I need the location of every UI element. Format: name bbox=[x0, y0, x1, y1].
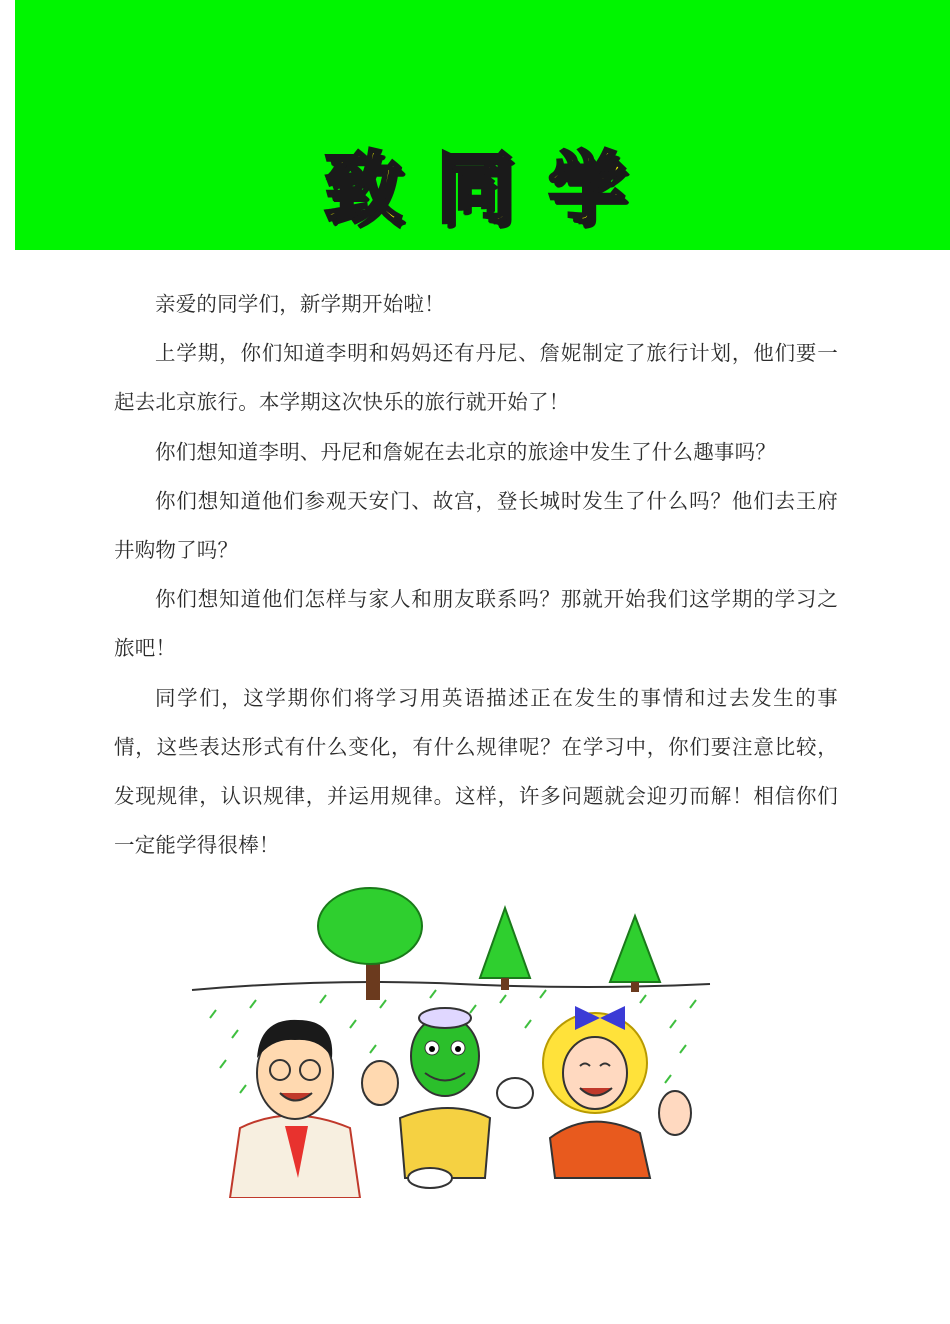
paragraph-4: 你们想知道他们怎样与家人和朋友联系吗？那就开始我们这学期的学习之旅吧！ bbox=[114, 587, 838, 661]
pine-tree-icon bbox=[480, 908, 660, 992]
paragraph-2: 你们想知道李明、丹尼和詹妮在去北京的旅途中发生了什么趣事吗？ bbox=[155, 439, 776, 464]
girl-character-icon bbox=[543, 1006, 691, 1178]
paragraph-1: 上学期，你们知道李明和妈妈还有丹尼、詹妮制定了旅行计划，他们要一起去北京旅行。本学期这次快乐的旅行就开始了！ bbox=[114, 341, 838, 415]
paragraph-3: 你们想知道他们参观天安门、故宫，登长城时发生了什么吗？他们去王府井购物了吗？ bbox=[114, 488, 838, 563]
boy-character-icon bbox=[230, 1020, 398, 1198]
page-title: 致同学 bbox=[323, 144, 660, 234]
paragraph-greeting: 亲爱的同学们，新学期开始啦！ bbox=[155, 292, 445, 316]
dinosaur-character-icon bbox=[400, 1008, 533, 1188]
letter-body bbox=[114, 280, 838, 870]
paragraph-5: 同学们，这学期你们将学习用英语描述正在发生的事情和过去发生的事情，这些表达形式有什么变化，有什么规律呢？在学习中，你们要注意比较，发现规律，认识规律，并运用规律。这样，许多问题就会迎刃而解！相信你们一定能学得很棒！ bbox=[114, 685, 838, 858]
cartoon-illustration bbox=[180, 878, 720, 1198]
